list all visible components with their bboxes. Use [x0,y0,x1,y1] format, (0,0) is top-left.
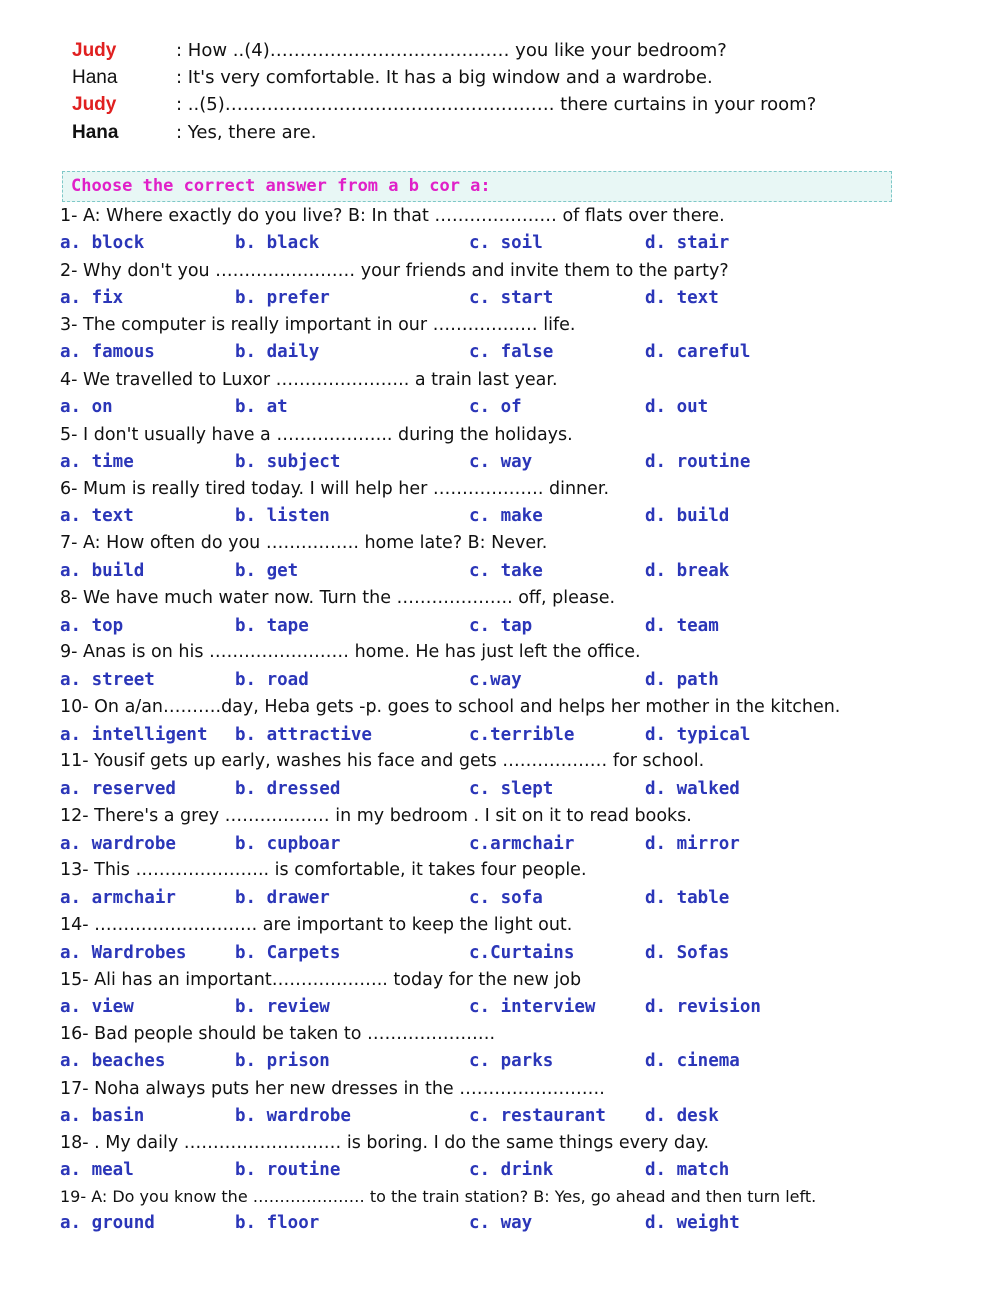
option-c: c. way [469,452,533,472]
option-a: a. Wardrobes [60,943,187,963]
question-text: 5- I don't usually have a ……………….. during the holidays. [60,425,573,445]
option-a: a. view [60,997,134,1017]
options-row [60,670,900,694]
question-text: 14- ………………………. are important to keep the light out. [60,915,573,935]
options-row [60,1106,900,1130]
question-text: 10- On a/an……….day, Heba gets -p. goes to school and helps her mother in the kitchen. [60,697,841,717]
option-c: c.way [469,670,522,690]
option-d: d. stair [645,233,730,253]
option-b: b. prefer [235,288,330,308]
option-c: c. sofa [469,888,543,908]
option-c: c. parks [469,1051,554,1071]
option-b: b. wardrobe [235,1106,351,1126]
speaker-name: Hana [72,67,118,88]
option-d: d. typical [645,725,751,745]
option-b: b. dressed [235,779,341,799]
option-c: c. take [469,561,543,581]
option-d: d. team [645,616,719,636]
option-c: c. make [469,506,543,526]
option-c: c. start [469,288,554,308]
options-row [60,561,900,585]
option-c: c. tap [469,616,533,636]
option-a: a. top [60,616,124,636]
question-text: 15- Ali has an important……………….. today for the new job [60,970,582,990]
option-b: b. listen [235,506,330,526]
dialogue-text: : It's very comfortable. It has a big window and a wardrobe. [176,67,713,88]
dialogue-text: : ..(5)………………………………………………. there curtains in your room? [176,94,817,115]
question-text: 11- Yousif gets up early, washes his face and gets ……………… for school. [60,751,705,771]
option-a: a. on [60,397,113,417]
dialogue-line [72,122,316,144]
options-row [60,506,900,530]
option-d: d. weight [645,1213,740,1233]
option-d: d. text [645,288,719,308]
option-c: c. soil [469,233,543,253]
option-c: c. of [469,397,522,417]
options-row [60,779,900,803]
speaker-name: Judy [72,40,117,61]
option-d: d. build [645,506,730,526]
question-text: 7- A: How often do you ……………. home late? B: Never. [60,533,548,553]
option-a: a. beaches [60,1051,166,1071]
question-text: 6- Mum is really tired today. I will help her ………………. dinner. [60,479,610,499]
options-row [60,616,900,640]
option-d: d. match [645,1160,730,1180]
dialogue-line [72,67,713,89]
option-c: c. drink [469,1160,554,1180]
dialogue-line [72,94,816,116]
option-d: d. mirror [645,834,740,854]
option-a: a. build [60,561,145,581]
options-row [60,397,900,421]
question-text: 2- Why don't you …………………… your friends and invite them to the party? [60,261,729,281]
question-text: 16- Bad people should be taken to …………………. [60,1024,496,1044]
dialogue-text: : How ..(4)…………………….…………… you like your bedroom? [176,40,727,61]
option-c: c.terrible [469,725,575,745]
question-text: 12- There's a grey ……………… in my bedroom . I sit on it to read books. [60,806,692,826]
option-d: d. routine [645,452,751,472]
option-b: b. road [235,670,309,690]
options-row [60,233,900,257]
options-row [60,834,900,858]
option-a: a. block [60,233,145,253]
option-a: a. reserved [60,779,176,799]
speaker-name: Judy [72,94,117,115]
options-row [60,943,900,967]
dialogue-text: : Yes, there are. [176,122,317,143]
option-b: b. cupboar [235,834,341,854]
option-b: b. drawer [235,888,330,908]
option-b: b. get [235,561,299,581]
option-c: c. interview [469,997,596,1017]
option-b: b. prison [235,1051,330,1071]
option-a: a. famous [60,342,155,362]
question-text: 1- A: Where exactly do you live? B: In that ………………… of flats over there. [60,206,725,226]
option-c: c.Curtains [469,943,575,963]
option-d: d. desk [645,1106,719,1126]
option-d: d. walked [645,779,740,799]
options-row [60,342,900,366]
option-b: b. daily [235,342,320,362]
option-b: b. attractive [235,725,372,745]
instruction-banner: Choose the correct answer from a b cor a: [62,171,892,202]
option-a: a. basin [60,1106,145,1126]
option-d: d. out [645,397,709,417]
option-b: b. floor [235,1213,320,1233]
option-d: d. path [645,670,719,690]
option-b: b. subject [235,452,341,472]
option-c: c. way [469,1213,533,1233]
question-text: 19- A: Do you know the ………………… to the train station? B: Yes, go ahead and then turn left. [60,1187,817,1206]
option-b: b. review [235,997,330,1017]
option-c: c. restaurant [469,1106,606,1126]
option-a: a. street [60,670,155,690]
option-d: d. break [645,561,730,581]
option-a: a. wardrobe [60,834,176,854]
question-text: 3- The computer is really important in our ……………… life. [60,315,576,335]
option-a: a. time [60,452,134,472]
option-a: a. intelligent [60,725,208,745]
options-row [60,1213,900,1237]
question-text: 17- Noha always puts her new dresses in the ……………………. [60,1079,605,1099]
options-row [60,725,900,749]
options-row [60,1160,900,1184]
question-text: 9- Anas is on his …………………… home. He has just left the office. [60,642,641,662]
options-row [60,452,900,476]
option-b: b. black [235,233,320,253]
question-text: 18- . My daily ……………………… is boring. I do the same things every day. [60,1133,710,1153]
question-text: 8- We have much water now. Turn the ……………….. off, please. [60,588,616,608]
option-b: b. at [235,397,288,417]
option-c: c. slept [469,779,554,799]
option-b: b. Carpets [235,943,341,963]
options-row [60,888,900,912]
option-d: d. Sofas [645,943,730,963]
option-a: a. ground [60,1213,155,1233]
option-d: d. careful [645,342,751,362]
option-b: b. routine [235,1160,341,1180]
options-row [60,1051,900,1075]
question-text: 4- We travelled to Luxor ………………….. a train last year. [60,370,558,390]
option-c: c. false [469,342,554,362]
option-a: a. fix [60,288,124,308]
option-d: d. revision [645,997,761,1017]
speaker-name: Hana [72,122,119,143]
option-d: d. table [645,888,730,908]
option-a: a. armchair [60,888,176,908]
question-text: 13- This ………………….. is comfortable, it takes four people. [60,860,587,880]
option-c: c.armchair [469,834,575,854]
option-b: b. tape [235,616,309,636]
option-a: a. text [60,506,134,526]
option-a: a. meal [60,1160,134,1180]
options-row [60,288,900,312]
option-d: d. cinema [645,1051,740,1071]
dialogue-line [72,40,727,62]
options-row [60,997,900,1021]
